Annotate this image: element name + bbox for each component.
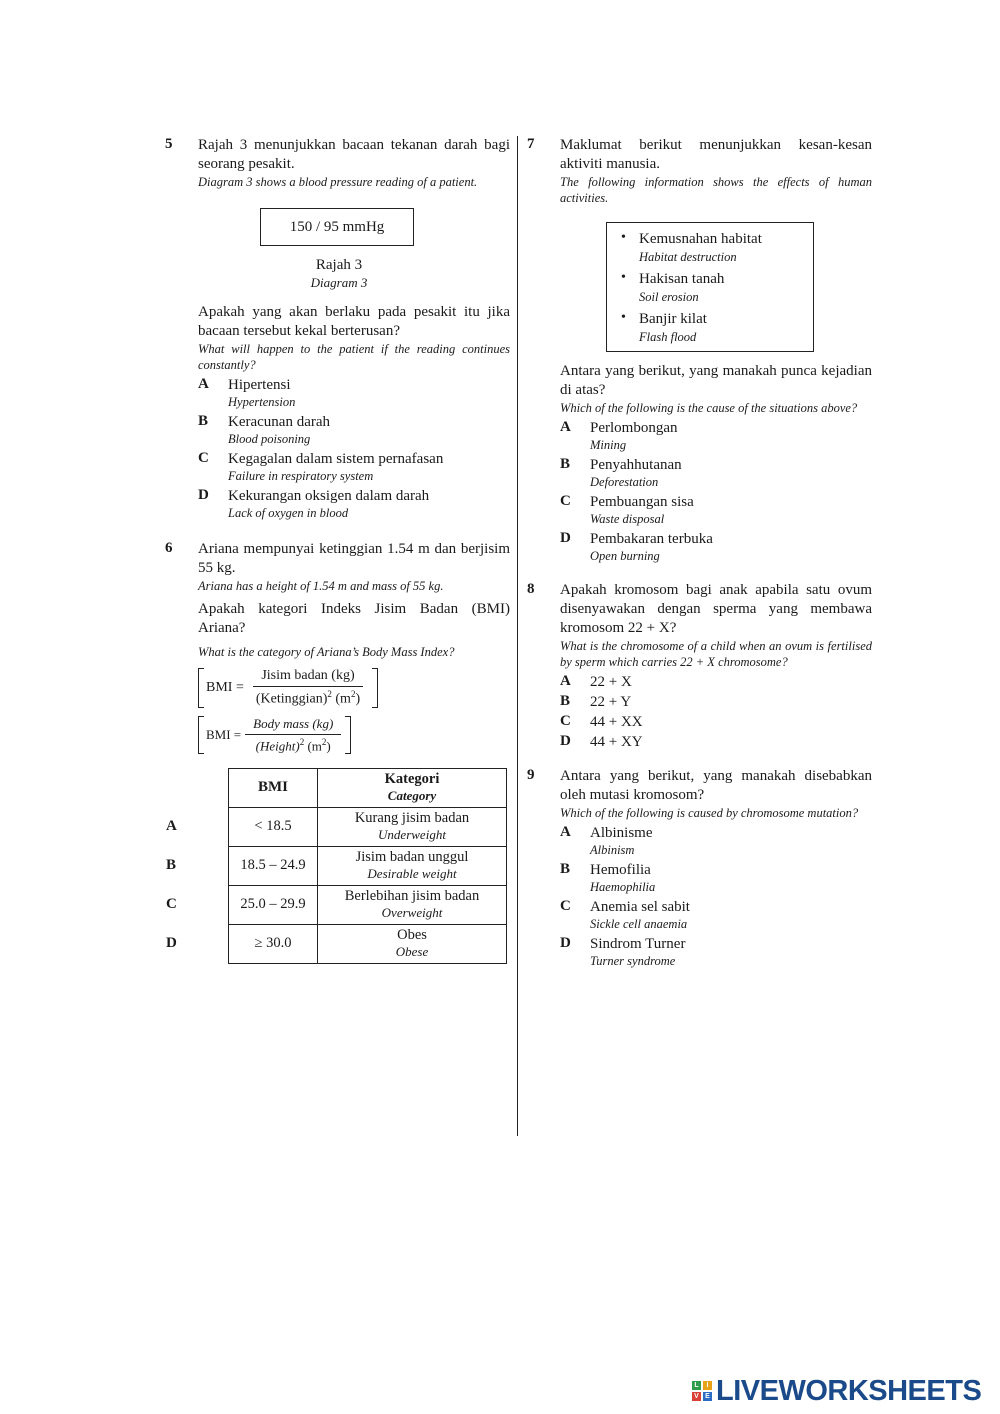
options-list: [560, 824, 872, 970]
right-column: [527, 132, 872, 972]
option-text-en: Blood poisoning: [228, 432, 311, 446]
option-b[interactable]: [198, 413, 510, 448]
option-d[interactable]: [560, 935, 872, 970]
question-5: [165, 136, 510, 522]
formula-fraction: [245, 716, 341, 754]
formula-numerator: Body mass (kg): [245, 716, 341, 735]
bullet-text-ms: Hakisan tanah: [639, 271, 725, 287]
table-row[interactable]: [229, 846, 507, 885]
option-letter: C: [560, 898, 571, 914]
question-8: [527, 581, 872, 751]
option-letter: A: [560, 673, 571, 689]
option-text-en: Haemophilia: [590, 880, 656, 894]
option-letter: D: [560, 530, 571, 546]
bmi-formula-en: [198, 716, 510, 754]
bullet-item: [619, 270, 803, 305]
options-list: [560, 673, 872, 751]
bmi-range-cell: [166, 924, 318, 963]
bracket-right: [345, 716, 351, 754]
option-c[interactable]: [560, 898, 872, 933]
option-c[interactable]: [560, 713, 872, 731]
bmi-table-wrapper: [166, 768, 510, 964]
category-ms: Jisim badan unggul: [355, 849, 469, 866]
formula-lhs: BMI =: [206, 679, 244, 695]
bracket-right: [372, 668, 378, 708]
option-d[interactable]: [198, 487, 510, 522]
bullet-icon: •: [621, 230, 626, 245]
category-cell: [318, 924, 507, 963]
category-en: Underweight: [378, 827, 446, 843]
bullet-item: [619, 230, 803, 265]
header-category: [318, 768, 507, 807]
option-text-ms: Penyahhutanan: [590, 457, 682, 473]
category-en: Obese: [395, 944, 429, 960]
category-ms: Obes: [397, 927, 427, 944]
option-text-en: Deforestation: [590, 475, 659, 489]
header-bmi: BMI: [229, 768, 318, 807]
option-b[interactable]: [560, 456, 872, 491]
den-part: (m: [304, 737, 322, 753]
caption-en: Diagram 3: [310, 275, 368, 290]
header-category-en: Category: [387, 788, 437, 804]
bmi-range: 25.0 – 29.9: [240, 896, 306, 913]
option-text-ms: Hipertensi: [228, 377, 291, 393]
option-d[interactable]: [560, 530, 872, 565]
option-text-ms: Pembakaran terbuka: [590, 531, 713, 547]
bmi-range-cell: [166, 846, 318, 885]
bullet-text-ms: Kemusnahan habitat: [639, 231, 762, 247]
den-exponent: 2: [321, 736, 327, 747]
option-text-ms: Albinisme: [590, 825, 653, 841]
bullet-text-en: Flash flood: [639, 330, 697, 344]
option-letter: B: [560, 693, 571, 709]
blood-pressure-reading-box: 150 / 95 mmHg: [260, 208, 414, 246]
question-stem-ms: Apakah kromosom bagi anak apabila satu ovum disenyawakan dengan sperma yang membawa kromosom 22 + X?: [560, 582, 872, 636]
den-part: ): [355, 691, 361, 707]
category-cell: [318, 807, 507, 846]
question-stem-en: Diagram 3 shows a blood pressure reading of a patient.: [198, 175, 478, 189]
table-header-row: [229, 768, 507, 807]
category-cell: [318, 846, 507, 885]
bmi-range-cell: [166, 807, 318, 846]
option-c[interactable]: [560, 493, 872, 528]
option-text-ms: Sindrom Turner: [590, 936, 686, 952]
question-7: [527, 136, 872, 565]
option-b[interactable]: [560, 693, 872, 711]
logo-mark-letter: V: [692, 1392, 701, 1401]
option-text-en: Mining: [590, 438, 627, 452]
category-cell: [318, 885, 507, 924]
bmi-range-cell: [166, 885, 318, 924]
option-text-en: Turner syndrome: [590, 954, 676, 968]
logo-text: LIVEWORKSHEETS: [716, 1374, 982, 1407]
option-letter: B: [560, 861, 571, 877]
row-letter: C: [166, 895, 177, 912]
question-stem-ms: Ariana mempunyai ketinggian 1.54 m dan berjisim 55 kg.: [198, 541, 510, 576]
option-letter: D: [198, 487, 209, 503]
option-text-en: Open burning: [590, 549, 660, 563]
caption-ms: Rajah 3: [315, 257, 363, 273]
option-text: 22 + Y: [590, 694, 632, 710]
option-a[interactable]: [198, 376, 510, 411]
option-letter: C: [198, 450, 209, 466]
question-text-en: What will happen to the patient if the reading continues constantly?: [198, 342, 510, 372]
formula-denominator: [248, 735, 339, 754]
bullet-icon: •: [621, 270, 626, 285]
option-text: 44 + XX: [590, 714, 643, 730]
question-9: [527, 767, 872, 970]
question-stem-en: Which of the following is caused by chromosome mutation?: [560, 806, 859, 820]
options-list: [560, 419, 872, 565]
row-letter: D: [166, 934, 177, 951]
row-letter: A: [166, 817, 177, 834]
category-ms: Berlebihan jisim badan: [344, 888, 480, 905]
question-text-en: What is the category of Ariana’s Body Mass Index?: [198, 645, 455, 659]
bullet-icon: •: [621, 310, 626, 325]
question-text-en: Which of the following is the cause of the situations above?: [560, 401, 858, 415]
option-text-en: Lack of oxygen in blood: [228, 506, 349, 520]
option-letter: B: [198, 413, 209, 429]
option-text-ms: Perlombongan: [590, 420, 678, 436]
table-row[interactable]: [229, 807, 507, 846]
question-text-ms: Apakah kategori Indeks Jisim Badan (BMI) Ariana?: [198, 601, 510, 636]
formula-lhs: BMI =: [206, 726, 242, 742]
option-text-ms: Anemia sel sabit: [590, 899, 690, 915]
question-stem-ms: Rajah 3 menunjukkan bacaan tekanan darah bagi seorang pesakit.: [198, 137, 510, 172]
option-c[interactable]: [198, 450, 510, 485]
question-stem-en: Ariana has a height of 1.54 m and mass of 55 kg.: [198, 579, 444, 593]
option-text-ms: Keracunan darah: [228, 414, 331, 430]
option-text: 22 + X: [590, 674, 632, 690]
question-stem-en: The following information shows the effects of human activities.: [560, 175, 872, 205]
bullet-item: [619, 310, 803, 345]
table-row[interactable]: [229, 924, 507, 963]
question-text-ms: Antara yang berikut, yang manakah punca kejadian di atas?: [560, 363, 872, 398]
question-number: 5: [165, 136, 173, 152]
bmi-range: < 18.5: [254, 818, 292, 835]
logo-mark-letter: L: [692, 1381, 701, 1390]
row-letter: B: [166, 856, 177, 873]
den-exponent: 2: [299, 736, 305, 747]
bmi-table: [166, 768, 507, 964]
table-row[interactable]: [229, 885, 507, 924]
logo-mark-icon: [692, 1381, 712, 1401]
option-b[interactable]: [560, 861, 872, 896]
option-letter: B: [560, 456, 571, 472]
option-letter: D: [560, 733, 571, 749]
category-ms: Kurang jisim badan: [354, 810, 470, 827]
question-number: 9: [527, 767, 535, 783]
formula-denominator: [248, 687, 368, 708]
category-en: Desirable weight: [367, 866, 457, 882]
option-text-ms: Hemofilia: [590, 862, 651, 878]
option-d[interactable]: [560, 733, 872, 751]
option-a[interactable]: [560, 673, 872, 691]
diagram-caption: [198, 256, 480, 291]
den-part: ): [326, 737, 331, 753]
question-number: 7: [527, 136, 535, 152]
question-6: [165, 540, 510, 964]
question-number: 6: [165, 540, 173, 556]
question-stem-ms: Antara yang berikut, yang manakah disebabkan oleh mutasi kromosom?: [560, 768, 872, 803]
column-divider: [517, 136, 518, 1136]
bmi-range: ≥ 30.0: [254, 935, 292, 952]
bullet-text-en: Habitat destruction: [639, 250, 737, 264]
option-text-ms: Kekurangan oksigen dalam darah: [228, 488, 430, 504]
question-number: 8: [527, 581, 535, 597]
logo-mark-letter: I: [703, 1381, 712, 1390]
option-a[interactable]: [560, 419, 872, 454]
den-part: (Ketinggian): [255, 691, 328, 707]
den-part: (m: [331, 691, 351, 707]
formula-numerator: Jisim badan (kg): [253, 668, 362, 687]
option-letter: A: [560, 824, 571, 840]
option-text-en: Failure in respiratory system: [228, 469, 374, 483]
option-letter: C: [560, 713, 571, 729]
bullet-text-ms: Banjir kilat: [639, 311, 707, 327]
question-stem-en: What is the chromosome of a child when an ovum is fertilised by sperm which carries 22 + X chromosome?: [560, 639, 872, 669]
bracket-left: [198, 716, 204, 754]
option-letter: D: [560, 935, 571, 951]
question-text-ms: Apakah yang akan berlaku pada pesakit itu jika bacaan tersebut kekal berterusan?: [198, 304, 510, 339]
den-exponent: 2: [327, 689, 332, 699]
bracket-left: [198, 668, 204, 708]
option-a[interactable]: [560, 824, 872, 859]
bmi-formula-ms: [198, 668, 510, 708]
den-part: (Height): [255, 737, 300, 753]
logo-mark-letter: E: [703, 1392, 712, 1401]
option-text-en: Albinism: [590, 843, 635, 857]
liveworksheets-logo[interactable]: [692, 1374, 981, 1408]
options-list: [198, 376, 510, 522]
formula-fraction: [248, 668, 368, 708]
option-text-en: Waste disposal: [590, 512, 665, 526]
option-text-ms: Pembuangan sisa: [590, 494, 694, 510]
bmi-range: 18.5 – 24.9: [240, 857, 306, 874]
header-category-ms: Kategori: [384, 771, 440, 788]
option-letter: A: [198, 376, 209, 392]
option-letter: A: [560, 419, 571, 435]
question-stem-ms: Maklumat berikut menunjukkan kesan-kesan aktiviti manusia.: [560, 137, 872, 172]
option-text-en: Sickle cell anaemia: [590, 917, 688, 931]
effects-info-box: [606, 222, 814, 352]
option-text-ms: Kegagalan dalam sistem pernafasan: [228, 451, 444, 467]
bullet-text-en: Soil erosion: [639, 290, 699, 304]
category-en: Overweight: [381, 905, 443, 921]
den-exponent: 2: [350, 689, 356, 699]
option-text: 44 + XY: [590, 734, 643, 750]
left-column: [165, 132, 510, 964]
option-letter: C: [560, 493, 571, 509]
option-text-en: Hypertension: [228, 395, 296, 409]
